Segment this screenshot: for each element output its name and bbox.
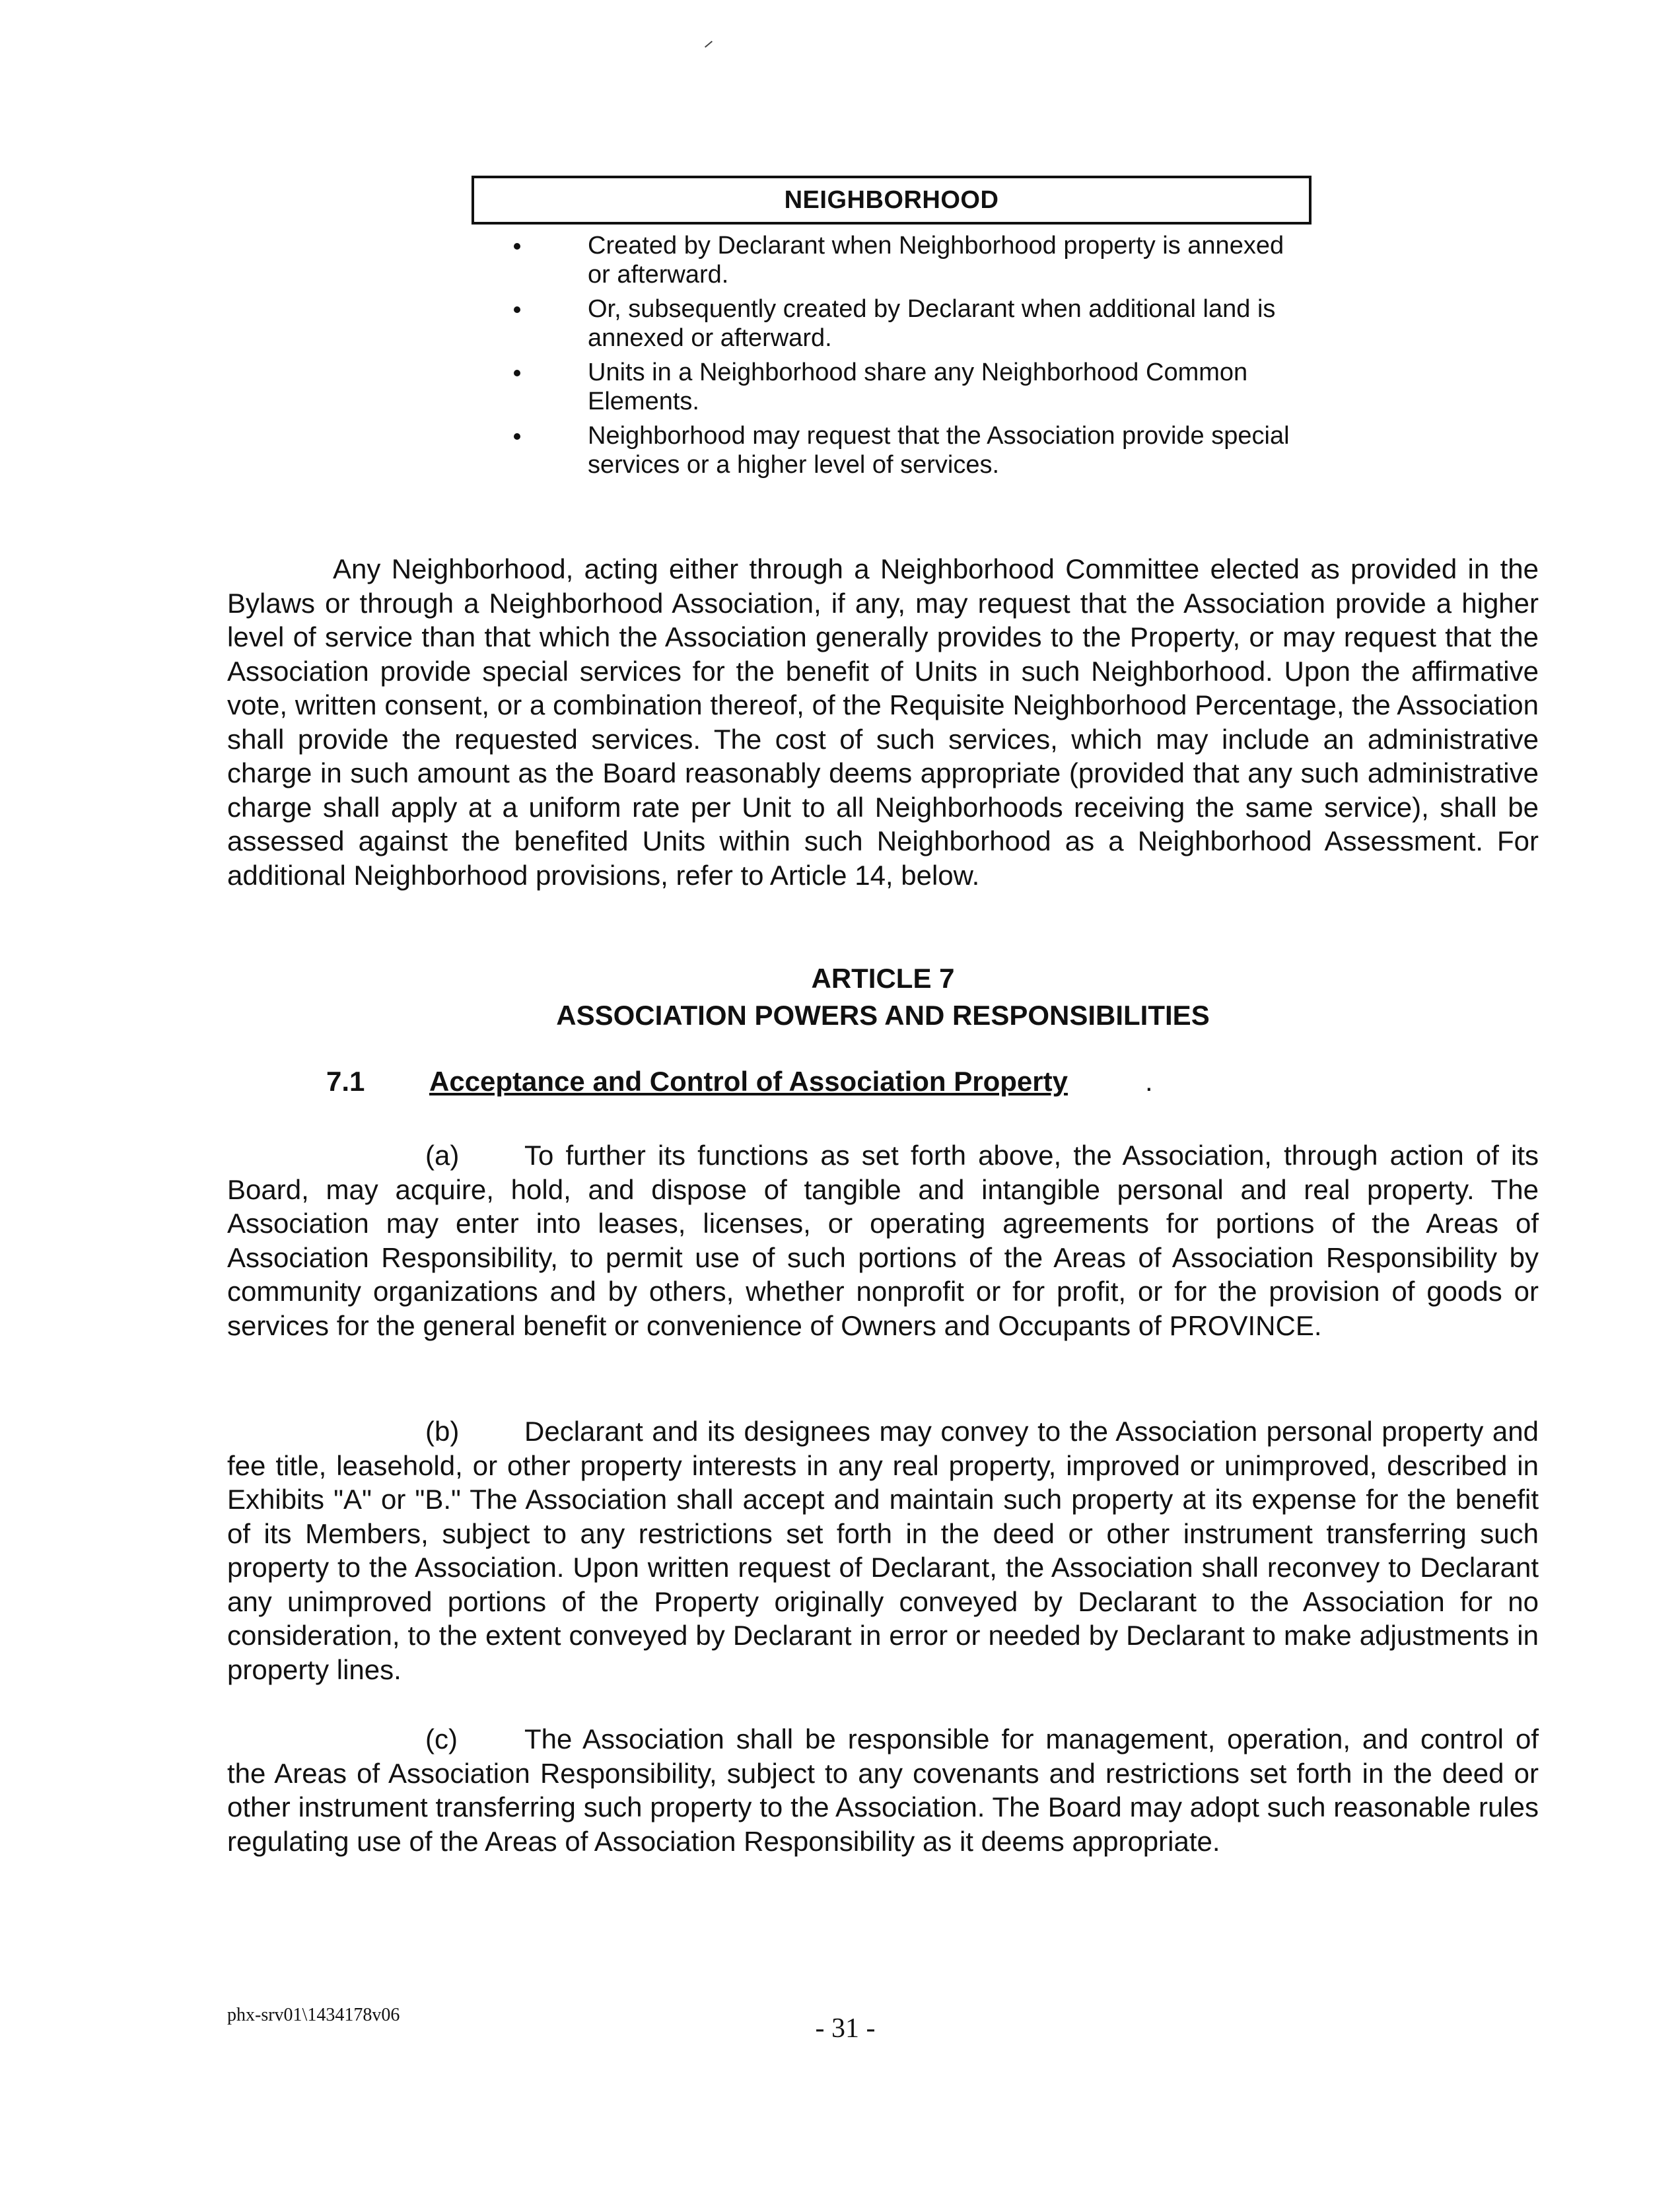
subsection-c-label: (c) [425,1723,458,1754]
footer-page-number: - 31 - [815,2013,876,2044]
bullet-item [508,231,1301,289]
neighborhood-bullet-list [508,231,1301,485]
bullet-item [508,295,1301,353]
bullet-dot-icon [514,306,520,313]
article-number: ARTICLE 7 [811,963,955,994]
neighborhood-box [472,176,1312,225]
subsection-a [227,1138,1539,1342]
bullet-text: Units in a Neighborhood share any Neighborhood Common Elements. [588,359,1248,415]
bullet-item [508,358,1301,416]
subsection-b-text: Declarant and its designees may convey to the Association personal property and fee title, leasehold, or other property interests in any real property, improved or unimproved, described in Exhibits "A" or "B." The Association shall accept and maintain such property at its expense for the benefit of its Members, subject to any restrictions set forth in the deed or other instrument transferring such property to the Association. Upon written request of Declarant, the Association shall reconvey to Declarant any unimproved portions of the Property originally conveyed by Declarant to the Association for no consideration, to the extent conveyed by Declarant in error or needed by Declarant to make adjustments in property lines. [227,1416,1539,1685]
bullet-dot-icon [514,370,520,376]
subsection-b [227,1414,1539,1686]
bullet-dot-icon [514,433,520,440]
footer-document-id: phx-srv01\1434178v06 [227,2005,400,2025]
bullet-dot-icon [514,243,520,250]
subsection-a-label: (a) [425,1140,460,1171]
subsection-a-text: To further its functions as set forth above, the Association, through action of its Board, may acquire, hold, and dispose of tangible and intangible personal and real property. The Association may enter into leases, licenses, or operating agreements for portions of the Areas of Association Responsibility, to permit use of such portions of the Areas of Association Responsibility by community organizations and by others, whether nonprofit or for profit, or for the provision of goods or services for the general benefit or convenience of Owners and Occupants of PROVINCE. [227,1140,1539,1341]
bullet-text: Or, subsequently created by Declarant when additional land is annexed or afterward. [588,295,1276,352]
section-title-period: . [1145,1066,1153,1097]
bullet-item [508,421,1301,479]
subsection-c-text: The Association shall be responsible for management, operation, and control of the Areas of Association Responsibility, subject to any covenants and restrictions set forth in the deed or other instrument transferring such property to the Association. The Board may adopt such reasonable rules regulating use of the Areas of Association Responsibility as it deems appropriate. [227,1723,1539,1857]
subsection-b-label: (b) [425,1416,460,1447]
section-number: 7.1 [326,1066,365,1097]
subsection-c [227,1722,1539,1858]
bullet-text: Created by Declarant when Neighborhood property is annexed or afterward. [588,232,1284,289]
neighborhood-box-title: NEIGHBORHOOD [784,186,999,214]
neighborhood-paragraph: Any Neighborhood, acting either through a Neighborhood Committee elected as provided in the Bylaws or through a Neighborhood Association, if any, may request that the Association provide a higher level of service than that which the Association generally provides to the Property, or may request that the Association provide special services for the benefit of Units in such Neighborhood. Upon the affirmative vote, written consent, or a combination thereof, of the Requisite Neighborhood Percentage, the Association shall provide the requested services. The cost of such services, which may include an administrative charge in such amount as the Board reasonably deems appropriate (provided that any such administrative charge shall apply at a uniform rate per Unit to all Neighborhoods receiving the same service), shall be assessed against the benefited Units within such Neighborhood as a Neighborhood Assessment. For additional Neighborhood provisions, refer to Article 14, below. [227,553,1539,891]
scan-artifact-mark [705,41,713,48]
section-title: Acceptance and Control of Association Property [429,1066,1068,1097]
article-title: ASSOCIATION POWERS AND RESPONSIBILITIES [556,1000,1210,1031]
bullet-text: Neighborhood may request that the Association provide special services or a higher level of services. [588,422,1290,479]
